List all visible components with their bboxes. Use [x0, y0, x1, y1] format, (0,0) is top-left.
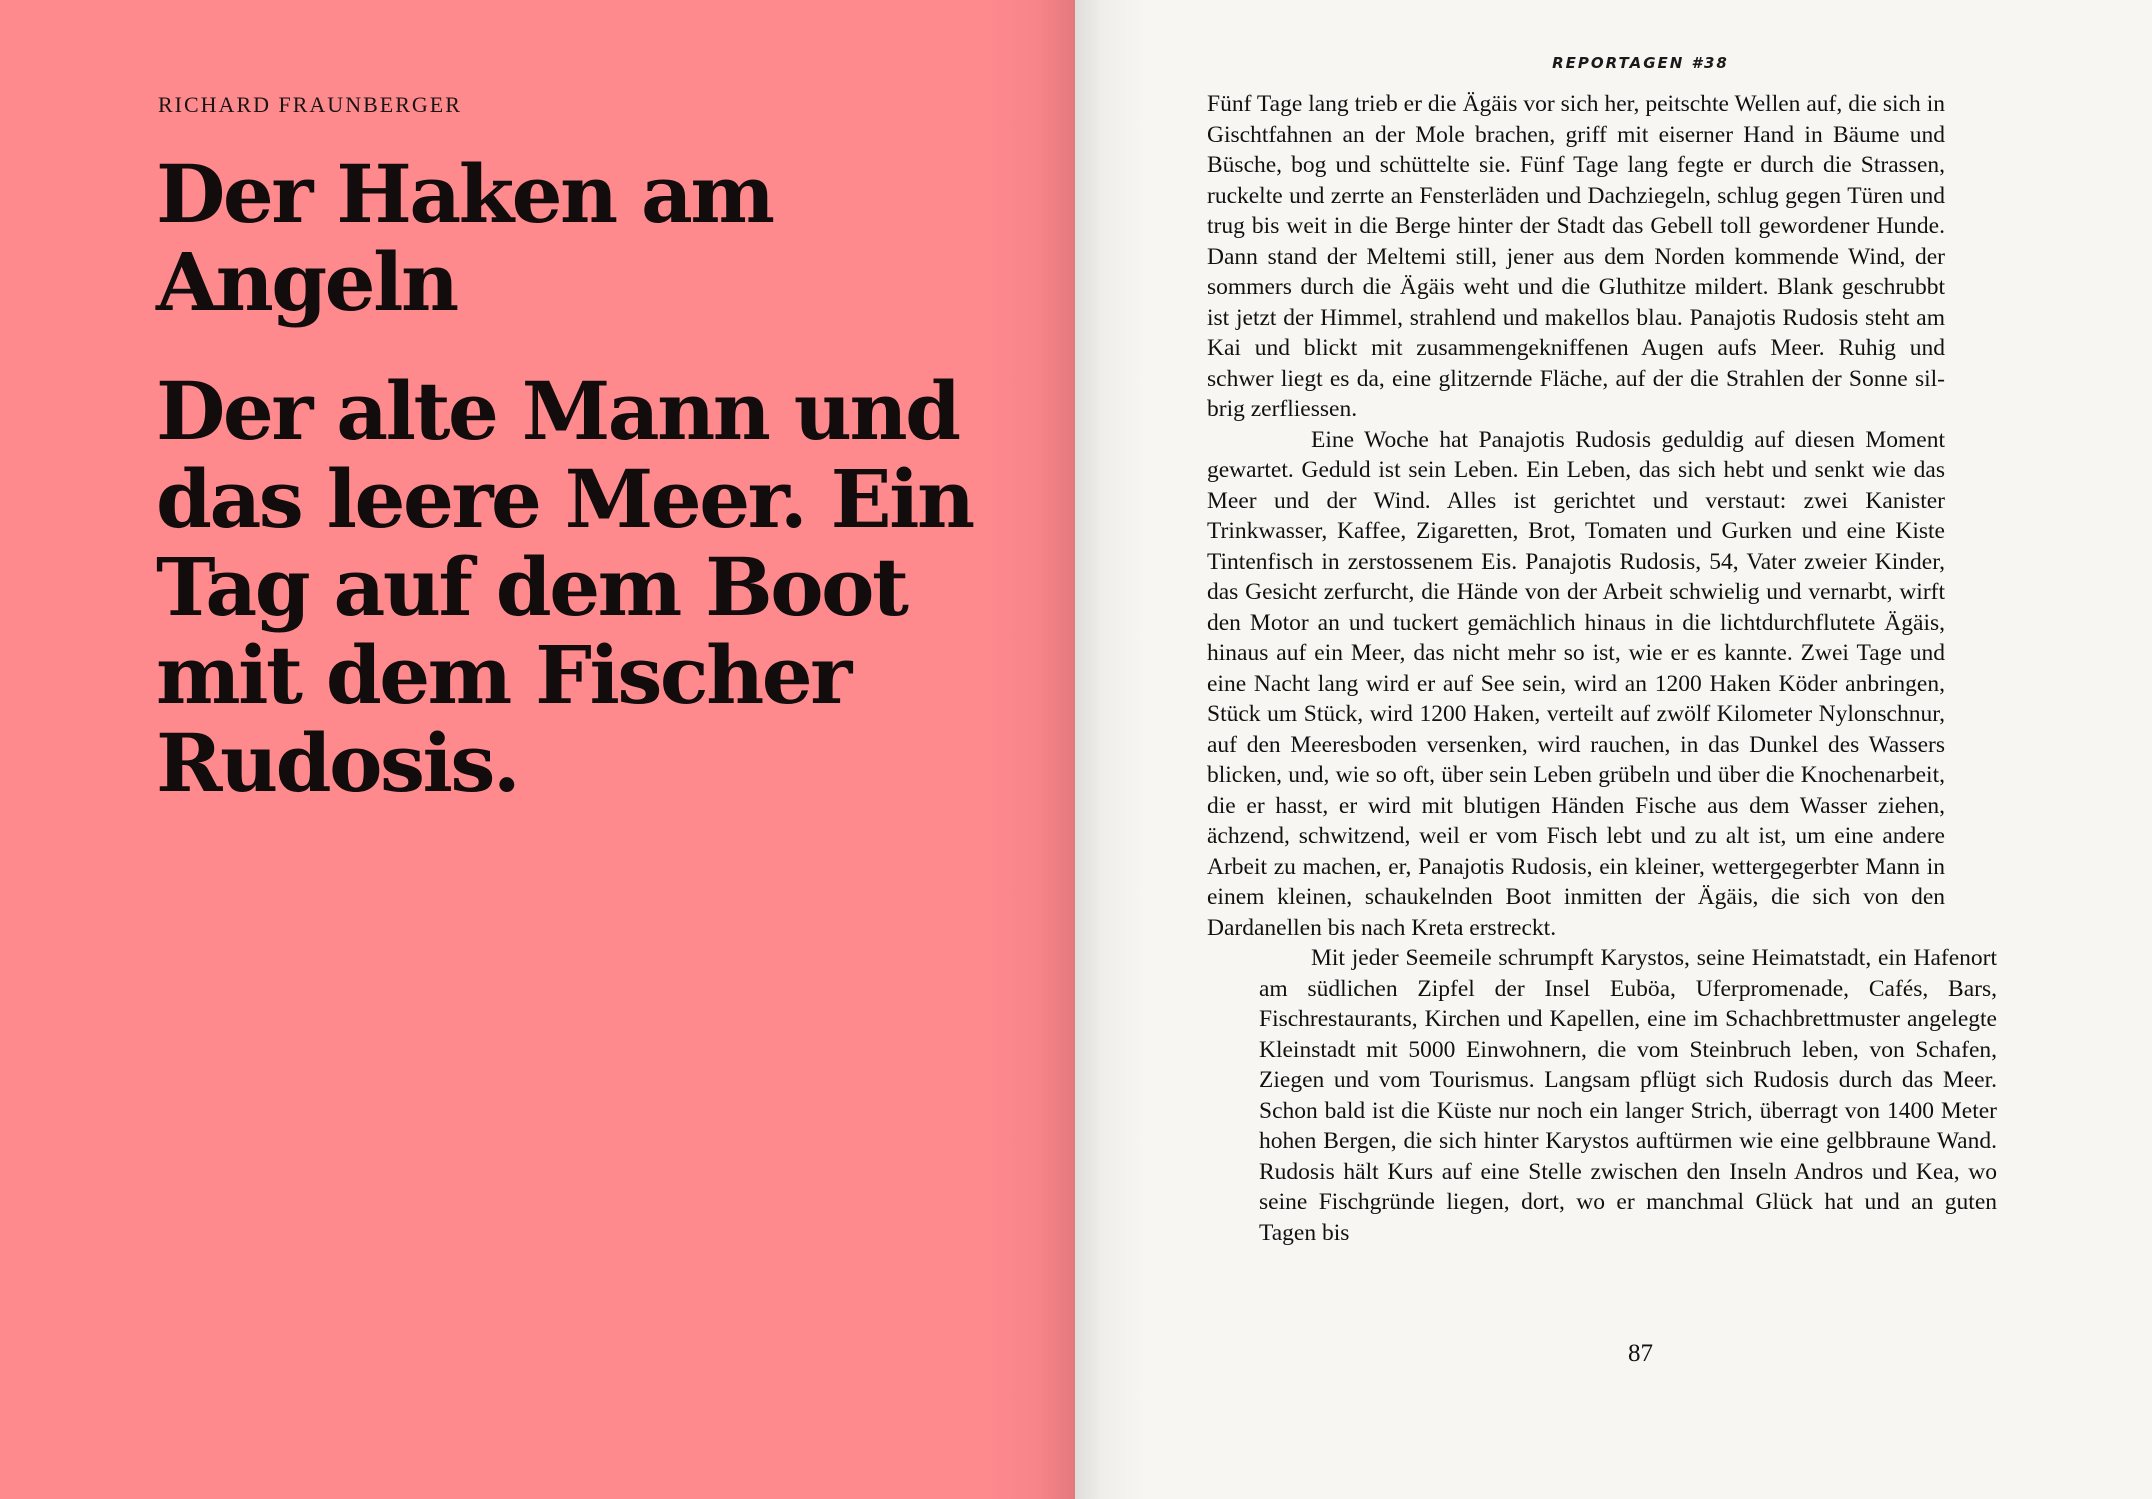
body-paragraph: Fünf Tage lang trieb er die Ägäis vor sich her, peitschte Wellen auf, die sich in Gischtfahnen an der Mole brachen, griff mit eiserner Hand in Bäume und Büsche, bog und schüttelte sie. Fünf Tage lang fegte er durch die Strassen, ruckelte und zerrte an Fensterläden und Dachziegeln, schlug gegen Türen und trug bis weit in die Berge hinter der Stadt das Gebell toll gewordener Hunde. Dann stand der Meltemi still, jener aus dem Norden kommende Wind, der sommers durch die Ägäis weht und die Gluthitze mildert. Blank geschrubbt ist jetzt der Himmel, strahlend und makellos blau. Panajotis Rudosis steht am Kai und blickt mit zusammengekniffenen Augen aufs Meer. Ruhig und schwer liegt es da, eine glitzernde Fläche, auf der die Strahlen der Sonne silbrig zerfliessen. [1207, 91, 1945, 422]
page-number: 87 [1628, 1340, 1653, 1367]
article-subtitle: Der alte Mann und das leere Meer. Ein Tag auf dem Boot mit dem Fischer Rudosis. [156, 364, 973, 810]
author-name: RICHARD FRAUNBERGER [158, 92, 462, 117]
body-paragraph: Eine Woche hat Panajotis Rudosis geduldig auf diesen Moment gewartet. Geduld ist sein Leben. Ein Leben, das sich hebt und senkt wie das Meer und der Wind. Alles ist gerichtet und verstaut: zwei Kanister Trinkwasser, Kaffee, Zigaretten, Brot, Tomaten und Gurken und eine Kiste Tintenfisch in zerstossenem Eis. Panajotis Rudosis, 54, Vater zweier Kinder, das Gesicht zerfurcht, die Hände von der Arbeit schwielig und vernarbt, wirft den Motor an und tuckert gemächlich hinaus in die lichtdurchflutete Ägäis, hinaus auf ein Meer, das nicht mehr so ist, wie er es kannte. Zwei Tage und eine Nacht lang wird er auf See sein, wird an 1200 Haken Köder anbringen, Stück um Stück, wird 1200 Haken, verteilt auf zwölf Kilometer Nylonschnur, auf den Meeresboden versenken, wird rauchen, in das Dunkel des Wassers blicken, und, wie so oft, über sein Leben grübeln und über die Knochenarbeit, die er hasst, er wird mit blutigen Händen Fische aus dem Wasser ziehen, ächzend, schwitzend, weil er vom Fisch lebt und zu alt ist, um eine andere Arbeit zu machen, er, Panajotis Rudosis, ein kleiner, wettergegerbter Mann in einem kleinen, schaukelnden Boot inmitten der Ägäis, die sich von den Dardanellen bis nach Kreta erstreckt. [1207, 426, 1945, 941]
article-title: Der Haken am Angeln [156, 147, 773, 329]
left-page [0, 0, 1075, 1499]
body-paragraph: Mit jeder Seemeile schrumpft Karystos, seine Heimatstadt, ein Hafenort am südlichen Zipfel der Insel Euböa, Uferpromenade, Cafés, Bars, Fischrestaurants, Kirchen und Kapellen, eine im Schachbrettmuster angelegte Kleinstadt mit 5000 Einwohnern, die vom Steinbruch leben, von Schafen, Ziegen und vom Tourismus. Langsam pflügt sich Rudosis durch das Meer. Schon bald ist die Küste nur noch ein langer Strich, überragt von 1400 Meter hohen Bergen, die sich hinter Karystos auftürmen wie eine gelbbraune Wand. Rudosis hält Kurs auf eine Stelle zwischen den Inseln Andros und Kea, wo seine Fischgründe liegen, dort, wo er manchmal Glück hat und an guten Tagen bis [1259, 945, 1997, 1246]
right-page [1075, 0, 2152, 1499]
running-head: REPORTAGEN #38 [1552, 54, 1729, 72]
article-body [1207, 89, 1997, 1248]
